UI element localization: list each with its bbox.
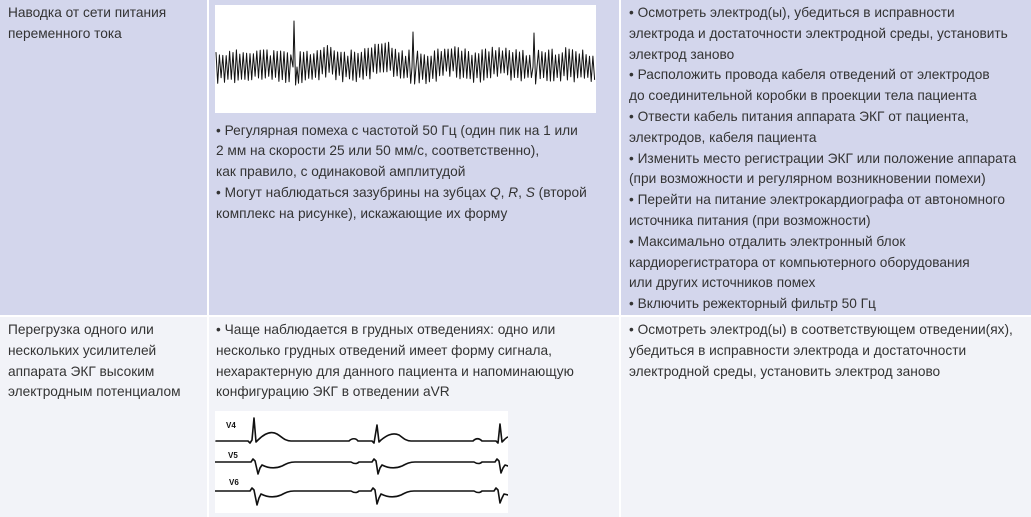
sign-item — [216, 320, 619, 403]
artifact-cause-cell — [0, 317, 207, 517]
action-line: • Перейти на питание электрокардиографа от автономного — [629, 192, 1006, 208]
sign-item — [216, 121, 619, 183]
sign-line: • Регулярная помеха с частотой 50 Гц (один пик на 1 или — [216, 122, 578, 138]
wave-separator: , — [518, 184, 526, 200]
sign-line: комплекс на рисунке), искажающие их форму — [216, 205, 508, 221]
action-line: • Изменить место регистрации ЭКГ или положение аппарата — [629, 150, 1017, 166]
action-line: источника питания (при возможности) — [629, 212, 871, 228]
sign-line: как правило, с одинаковой амплитудой — [216, 164, 466, 180]
action-line: электродов, кабеля пациента — [629, 129, 817, 145]
sign-line: 2 мм на скорости 25 или 50 мм/с, соответственно), — [216, 143, 540, 159]
action-item — [629, 294, 1031, 315]
action-item — [629, 3, 1031, 65]
action-item — [629, 232, 1031, 294]
sign-line: • Чаще наблюдается в грудных отведениях: одно или — [216, 322, 556, 337]
action-item — [629, 149, 1031, 191]
action-line: • Осмотреть электрод(ы) в соответствующем отведении(ях), — [629, 322, 1013, 337]
table-row — [0, 317, 1031, 517]
artifact-signs-cell — [209, 317, 619, 517]
artifact-signs-cell — [209, 0, 619, 315]
lead-label-v5: V5 — [228, 450, 238, 460]
cause-line: электродным потенциалом — [8, 384, 181, 400]
action-line: убедиться в исправности электрода и достаточности — [629, 342, 967, 358]
sign-item — [216, 183, 619, 225]
action-line: • Осмотреть электрод(ы), убедиться в исправности — [629, 5, 955, 20]
sign-line — [216, 183, 619, 204]
action-line: электрод заново — [629, 46, 735, 62]
cause-line: Наводка от сети питания — [8, 5, 167, 20]
corrective-actions-cell — [621, 317, 1031, 517]
action-item — [629, 65, 1031, 107]
lead-label-v4: V4 — [226, 420, 236, 430]
action-line: • Расположить провода кабеля отведений от электродов — [629, 67, 990, 83]
cause-line: Перегрузка одного или — [8, 322, 154, 337]
action-line: • Отвести кабель питания аппарата ЭКГ от пациента, — [629, 108, 969, 124]
corrective-actions-cell — [621, 0, 1031, 315]
action-item — [629, 190, 1031, 232]
action-line: • Максимально отдалить электронный блок — [629, 233, 906, 249]
action-line: или других источников помех — [629, 275, 816, 291]
wave-label-r: R — [508, 184, 519, 200]
action-line: электрода и достаточности электродной среды, установить — [629, 25, 1008, 41]
action-line: кардиорегистратора от компьютерного оборудования — [629, 254, 970, 270]
sign-text: • Могут наблюдаться зазубрины на зубцах — [216, 184, 490, 200]
lead-label-v6: V6 — [229, 477, 239, 487]
action-item — [629, 107, 1031, 149]
action-line: до соединительной коробки в проекции тела пациента — [629, 88, 977, 104]
artifact-cause-cell — [0, 0, 207, 315]
sign-line: конфигурацию ЭКГ в отведении aVR — [216, 384, 450, 400]
wave-separator: , — [500, 184, 509, 200]
cause-line: переменного тока — [8, 25, 122, 41]
mains-interference-ecg-image — [215, 5, 596, 113]
cause-line: аппарата ЭКГ высоким — [8, 363, 155, 379]
action-item — [629, 320, 1031, 382]
sign-line: несколько грудных отведений имеет форму сигнала, — [216, 342, 552, 358]
action-line: электродной среды, установить электрод заново — [629, 363, 941, 379]
action-line: (при возможности и регулярном возникновении помехи) — [629, 171, 986, 187]
sign-text: (второй — [534, 184, 587, 200]
action-line: • Включить режекторный фильтр 50 Гц — [629, 296, 876, 312]
cause-line: нескольких усилителей — [8, 342, 157, 358]
wave-label-q: Q — [489, 184, 501, 200]
sign-line: нехарактерную для данного пациента и напоминающую — [216, 363, 574, 379]
wave-label-s: S — [525, 184, 535, 200]
chest-leads-ecg-image — [215, 411, 508, 513]
